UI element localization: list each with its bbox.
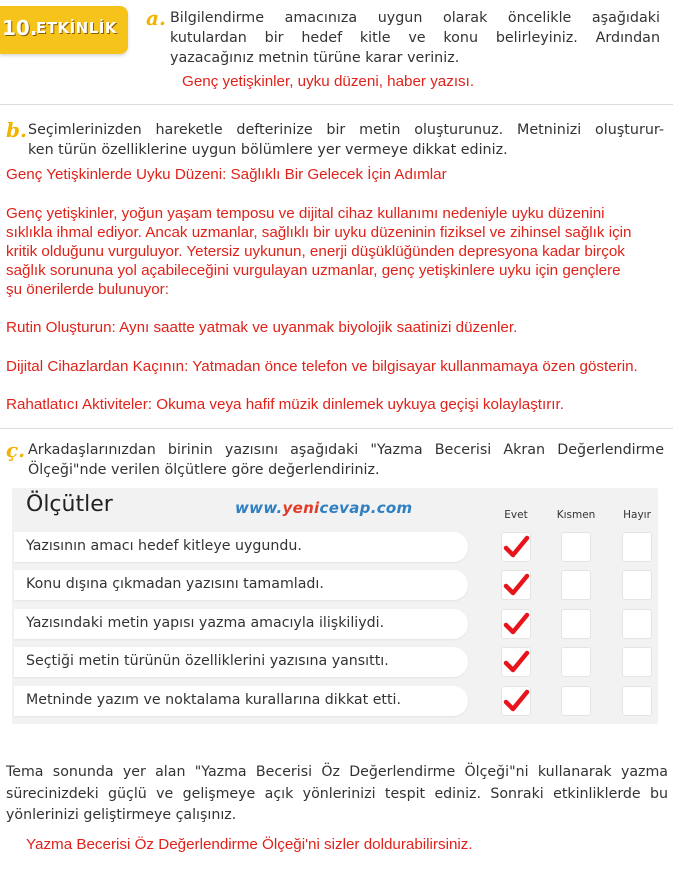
column-header-kismen: Kısmen (556, 509, 596, 521)
rubric-cell-kısmen[interactable] (561, 570, 591, 600)
rubric-cell-kısmen[interactable] (561, 532, 591, 562)
checkmark-icon (502, 533, 530, 561)
essay-tip-3: Rahatlatıcı Aktiviteler: Okuma veya hafif müzik dinlemek uykuya geçişi kolaylaştırır. (6, 396, 564, 413)
rubric-row (14, 609, 468, 639)
watermark-part: www. (235, 499, 283, 517)
checkmark-icon (502, 687, 530, 715)
rubric-row (14, 570, 468, 600)
essay-title: Genç Yetişkinlerde Uyku Düzeni: Sağlıklı Bir Gelecek İçin Adımlar (6, 166, 447, 183)
rubric-criterion: Metninde yazım ve noktalama kurallarına dikkat etti. (26, 692, 401, 708)
rubric-row (14, 647, 468, 677)
footer-instruction: Tema sonunda yer alan "Yazma Becerisi Öz Değerlendirme Ölçeği"ni kullanarak yazma sürecinizdeki güçlü ve gelişmeye açık yönlerinizi tespit ediniz. Sonraki etkinliklerde bu yönlerinizi geliştirmeye çalışınız. (6, 764, 668, 823)
essay-tip-2: Dijital Cihazlardan Kaçının: Yatmadan önce telefon ve bilgisayar kullanmamaya özen gösterin. (6, 358, 638, 375)
part-a-answer: Genç yetişkinler, uyku düzeni, haber yazısı. (182, 73, 475, 90)
activity-label: ETKİNLİK (36, 19, 117, 37)
footer-answer: Yazma Becerisi Öz Değerlendirme Ölçeği'ni sizler doldurabilirsiniz. (26, 836, 473, 853)
checkmark-icon (502, 610, 530, 638)
part-c-letter: ç. (6, 438, 26, 462)
part-c-line: Arkadaşlarınızdan birinin yazısını aşağıdaki "Yazma Becerisi Akran Değerlendirme (28, 442, 664, 458)
part-b-letter: b. (6, 118, 27, 142)
rubric-cell-hayır[interactable] (622, 686, 652, 716)
rubric-criterion: Yazısının amacı hedef kitleye uygundu. (26, 538, 302, 554)
column-header-evet: Evet (504, 509, 528, 521)
rubric-row (14, 532, 468, 562)
essay-intro-line: Genç yetişkinler, yoğun yaşam temposu ve dijital cihaz kullanımı nedeniyle uyku düzenini (6, 205, 605, 222)
part-a-line: Bilgilendirme amacınıza uygun olarak öncelikle aşağıdaki (170, 10, 660, 26)
divider (0, 428, 673, 429)
part-c-question (28, 440, 664, 480)
rubric-cell-kısmen[interactable] (561, 609, 591, 639)
rubric-criterion: Seçtiği metin türünün özelliklerini yazısına yansıttı. (26, 653, 389, 669)
column-header-hayir: Hayır (623, 509, 651, 521)
rubric-cell-kısmen[interactable] (561, 647, 591, 677)
part-a-letter: a. (146, 6, 166, 30)
rubric-cell-hayır[interactable] (622, 570, 652, 600)
watermark (235, 499, 412, 517)
part-a-line: yazacağınız metnin türüne karar veriniz. (170, 50, 460, 66)
checkmark-icon (502, 648, 530, 676)
rubric-cell-hayır[interactable] (622, 609, 652, 639)
watermark-part: cevap (319, 499, 371, 517)
essay-intro (6, 204, 668, 299)
rubric-title: Ölçütler (26, 492, 113, 517)
rubric-cell-hayır[interactable] (622, 647, 652, 677)
essay-intro-line: kritik olduğunu vurguluyor. Yetersiz uykunun, enerji düşüklüğünden depresyona kadar birçok (6, 243, 625, 260)
part-a-question (170, 8, 660, 68)
watermark-part: .com (370, 499, 413, 517)
rubric-cell-hayır[interactable] (622, 532, 652, 562)
rubric-row (14, 686, 468, 716)
part-a-line: kutulardan bir hedef kitle ve konu belirleyiniz. Ardından (170, 30, 660, 46)
rubric-criterion: Konu dışına çıkmadan yazısını tamamladı. (26, 576, 324, 592)
rubric-cell-kısmen[interactable] (561, 686, 591, 716)
activity-badge (0, 6, 128, 54)
divider (0, 104, 673, 105)
essay-intro-line: sıklıkla ihmal ediyor. Ancak uzmanlar, sağlıklı bir uyku düzeninin fiziksel ve zihinsel sağlık için (6, 224, 632, 241)
part-b-line: ken türün özelliklerine uygun bölümlere yer vermeye dikkat ediniz. (28, 142, 508, 158)
part-b-line: Seçimlerinizden hareketle defterinize bir metin oluşturunuz. Metninizi oluşturur- (28, 122, 664, 138)
essay-intro-line: sağlık sorununa yol açabileceğini vurgulayan uzmanlar, genç yetişkinlere uyku için gençlere (6, 262, 621, 279)
essay-tip-1: Rutin Oluşturun: Aynı saatte yatmak ve uyanmak biyolojik saatinizi düzenler. (6, 319, 518, 336)
essay-intro-line: şu önerilerde bulunuyor: (6, 281, 169, 298)
part-b-question (28, 120, 664, 160)
watermark-part: yeni (282, 499, 320, 517)
checkmark-icon (502, 571, 530, 599)
rubric-criterion: Yazısındaki metin yapısı yazma amacıyla ilişkiliydi. (26, 615, 385, 631)
part-c-line: Ölçeği"nde verilen ölçütlere göre değerlendiriniz. (28, 462, 380, 478)
activity-number: 10. (2, 16, 38, 40)
